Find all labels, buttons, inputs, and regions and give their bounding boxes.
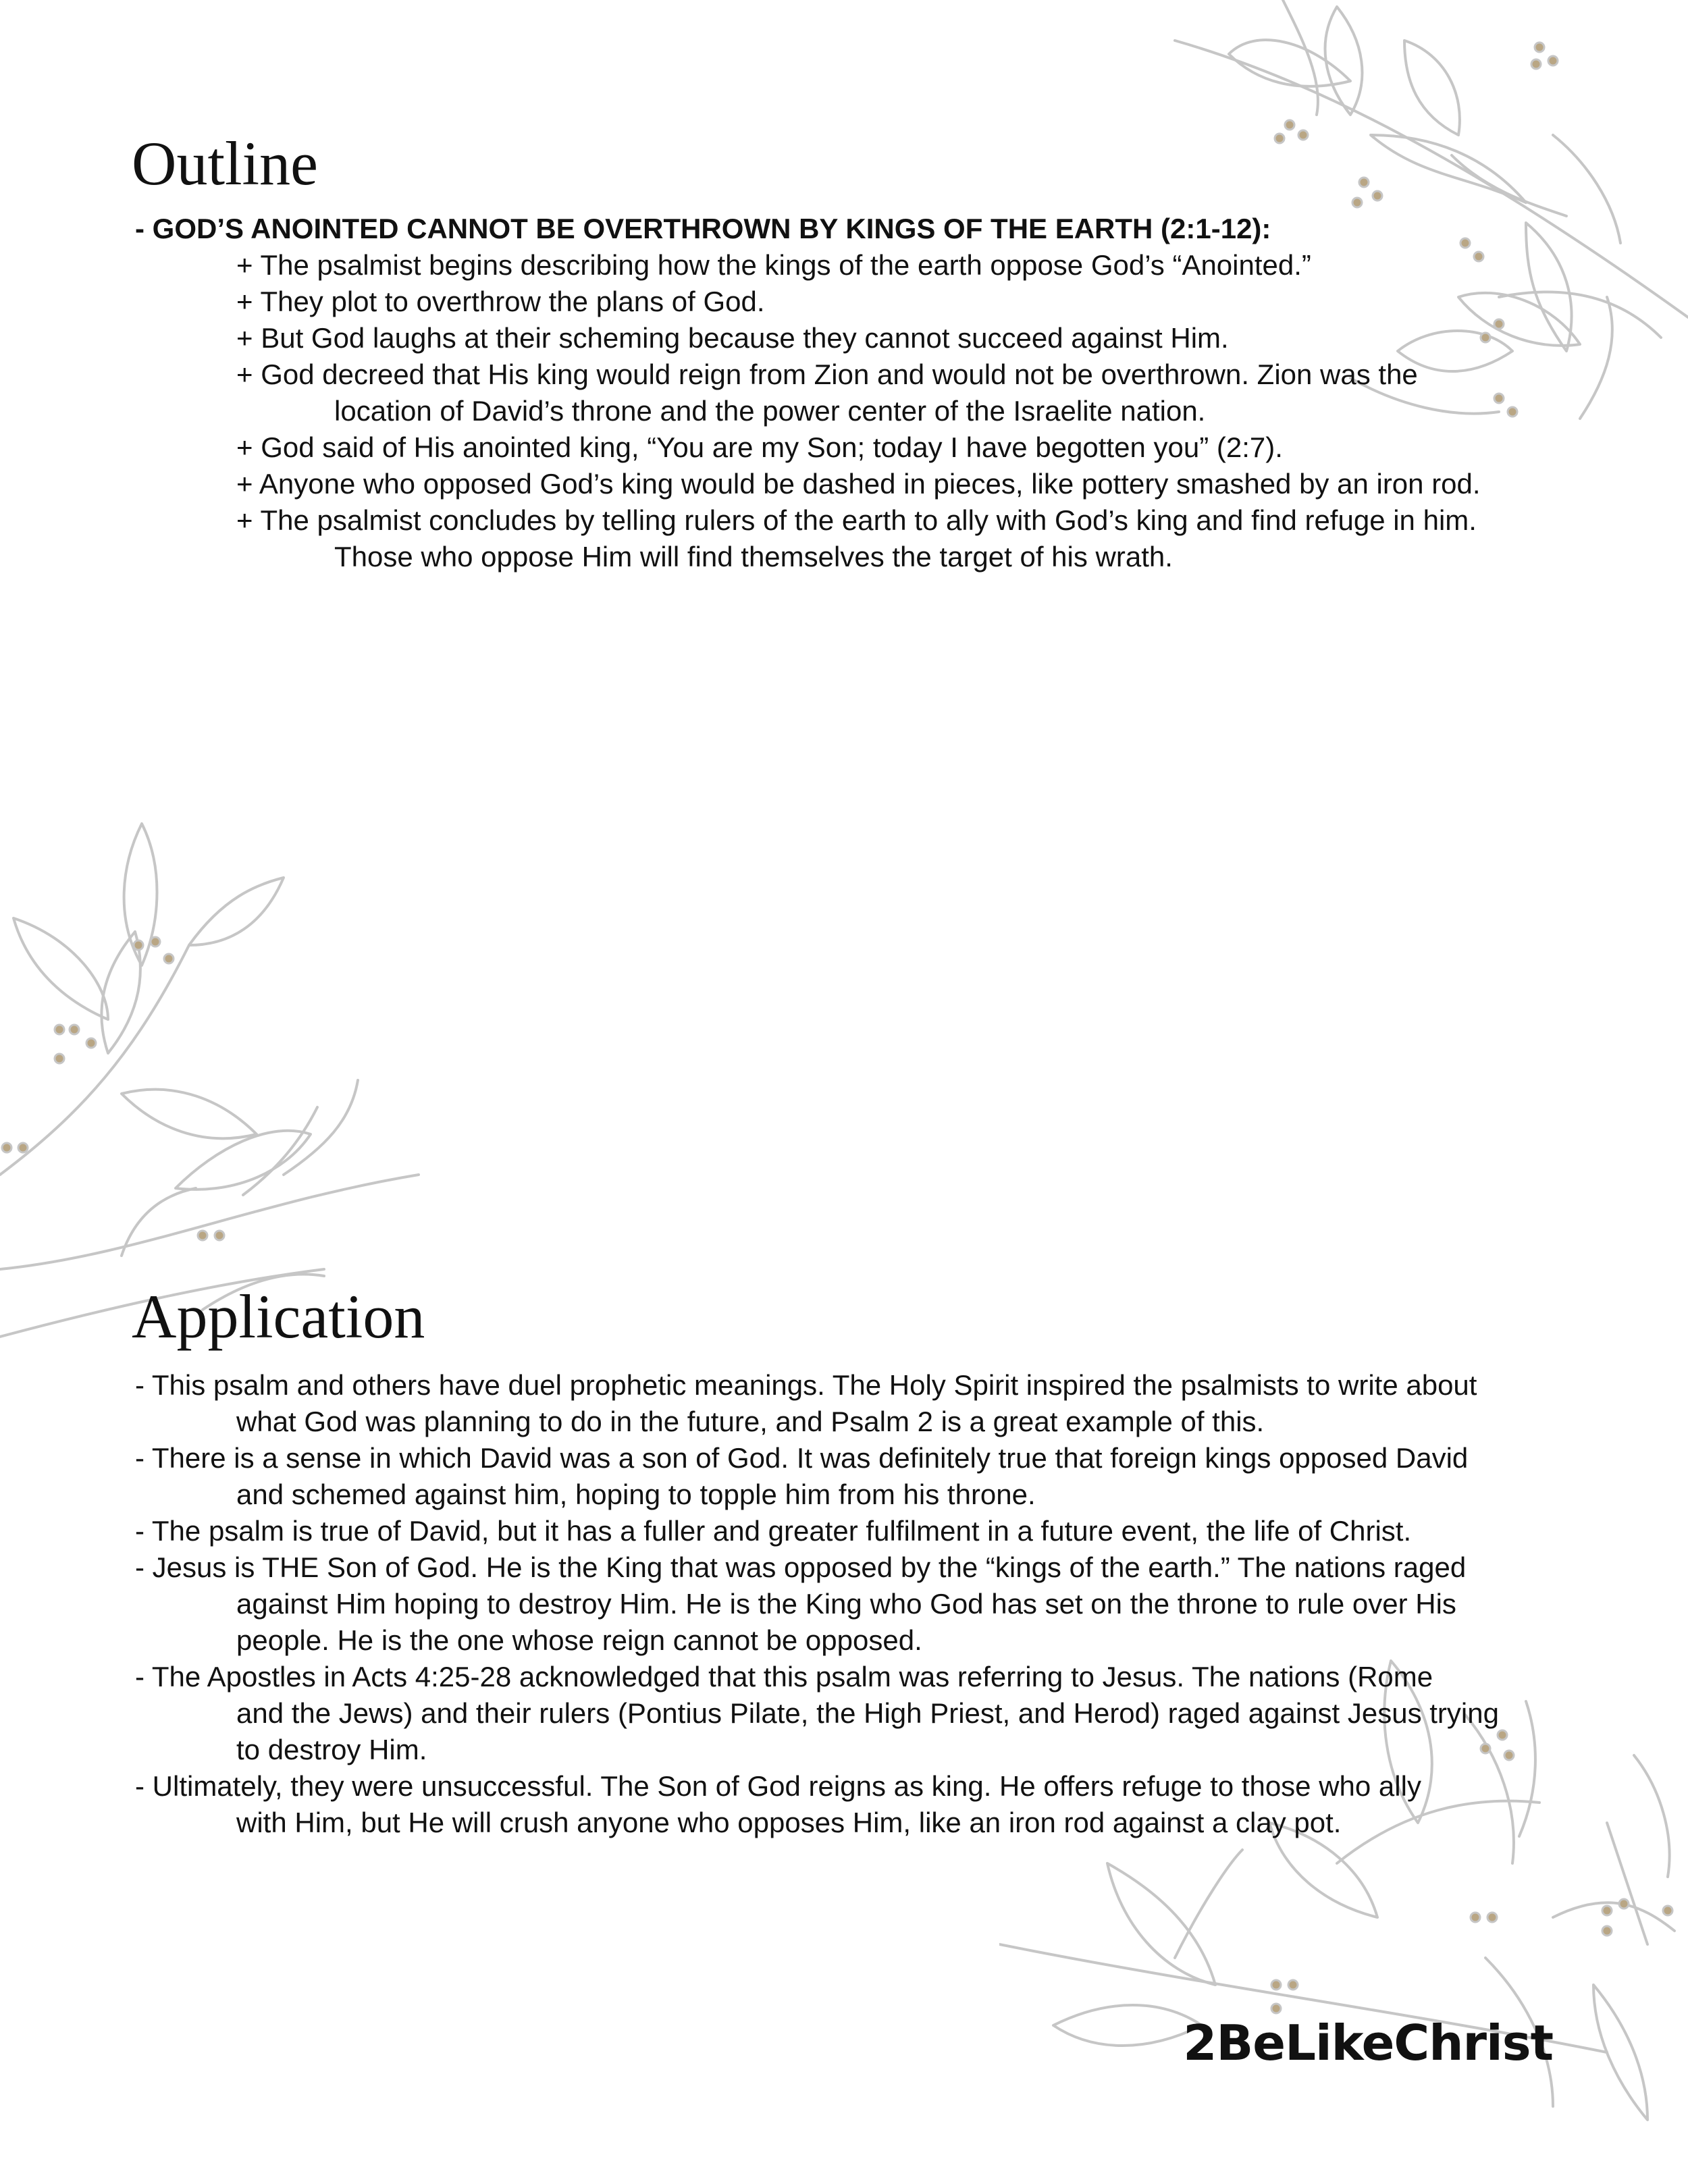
outline-sub-point (135, 466, 1587, 502)
application-item-line: - This psalm and others have duel prophetic meanings. The Holy Spirit inspired the psalmists to write about (135, 1369, 1477, 1401)
outline-sub-point-line: + The psalmist concludes by telling rulers of the earth to ally with God’s king and find refuge in him. (236, 504, 1477, 536)
application-item-line: - There is a sense in which David was a son of God. It was definitely true that foreign kings opposed David (135, 1442, 1469, 1474)
application-item-continuation: with Him, but He will crush anyone who opposes Him, like an iron rod against a clay pot. (236, 1807, 1342, 1838)
application-item-continuation: and the Jews) and their rulers (Pontius Pilate, the High Priest, and Herod) raged against Jesus trying (236, 1697, 1499, 1729)
outline-sub-point (135, 320, 1587, 356)
application-item (135, 1549, 1587, 1659)
application-item (135, 1440, 1587, 1513)
outline-sub-point (135, 429, 1587, 466)
outline-main-point: - GOD’S ANOINTED CANNOT BE OVERTHROWN BY KINGS OF THE EARTH (2:1-12): (135, 213, 1271, 244)
outline-sub-point (135, 247, 1587, 284)
floral-decoration-left (0, 797, 446, 1350)
application-item-continuation: against Him hoping to destroy Him. He is the King who God has set on the throne to rule over His (236, 1588, 1456, 1620)
application-item (135, 1367, 1587, 1440)
outline-list (135, 211, 1587, 575)
application-item-continuation: what God was planning to do in the future, and Psalm 2 is a great example of this. (236, 1406, 1265, 1437)
outline-sub-point-continuation: Those who oppose Him will find themselves the target of his wrath. (334, 541, 1173, 572)
application-heading: Application (132, 1282, 425, 1351)
application-item-line: - Jesus is THE Son of God. He is the King that was opposed by the “kings of the earth.” The nations raged (135, 1551, 1467, 1583)
application-item (135, 1768, 1587, 1841)
application-item-continuation: and schemed against him, hoping to topple him from his throne. (236, 1479, 1036, 1510)
outline-sub-point-line: + They plot to overthrow the plans of God. (236, 286, 765, 317)
outline-sub-point (135, 284, 1587, 320)
outline-sub-point-line: + God said of His anointed king, “You are my Son; today I have begotten you” (2:7). (236, 431, 1283, 463)
application-item-continuation: people. He is the one whose reign cannot be opposed. (236, 1624, 922, 1656)
outline-sub-point-line: + But God laughs at their scheming because they cannot succeed against Him. (236, 322, 1229, 354)
application-item-line: - Ultimately, they were unsuccessful. The Son of God reigns as king. He offers refuge to those who ally (135, 1770, 1421, 1802)
application-item-line: - The Apostles in Acts 4:25-28 acknowledged that this psalm was referring to Jesus. The nations (Rome (135, 1661, 1433, 1693)
outline-sub-point (135, 502, 1587, 575)
application-list (135, 1367, 1587, 1841)
application-item (135, 1513, 1587, 1549)
outline-sub-point-line: + The psalmist begins describing how the kings of the earth oppose God’s “Anointed.” (236, 249, 1311, 281)
outline-sub-point-line: + Anyone who opposed God’s king would be dashed in pieces, like pottery smashed by an iron rod. (236, 468, 1481, 500)
outline-sub-point-line: + God decreed that His king would reign from Zion and would not be overthrown. Zion was the (236, 358, 1418, 390)
application-item-continuation: to destroy Him. (236, 1734, 427, 1765)
brand-logo-text: 2BeLikeChrist (1183, 2015, 1553, 2071)
outline-sub-point (135, 356, 1587, 429)
application-item (135, 1659, 1587, 1768)
application-item-line: - The psalm is true of David, but it has a fuller and greater fulfilment in a future event, the life of Christ. (135, 1515, 1412, 1547)
outline-heading: Outline (132, 129, 318, 198)
outline-sub-point-continuation: location of David’s throne and the power center of the Israelite nation. (334, 395, 1206, 427)
